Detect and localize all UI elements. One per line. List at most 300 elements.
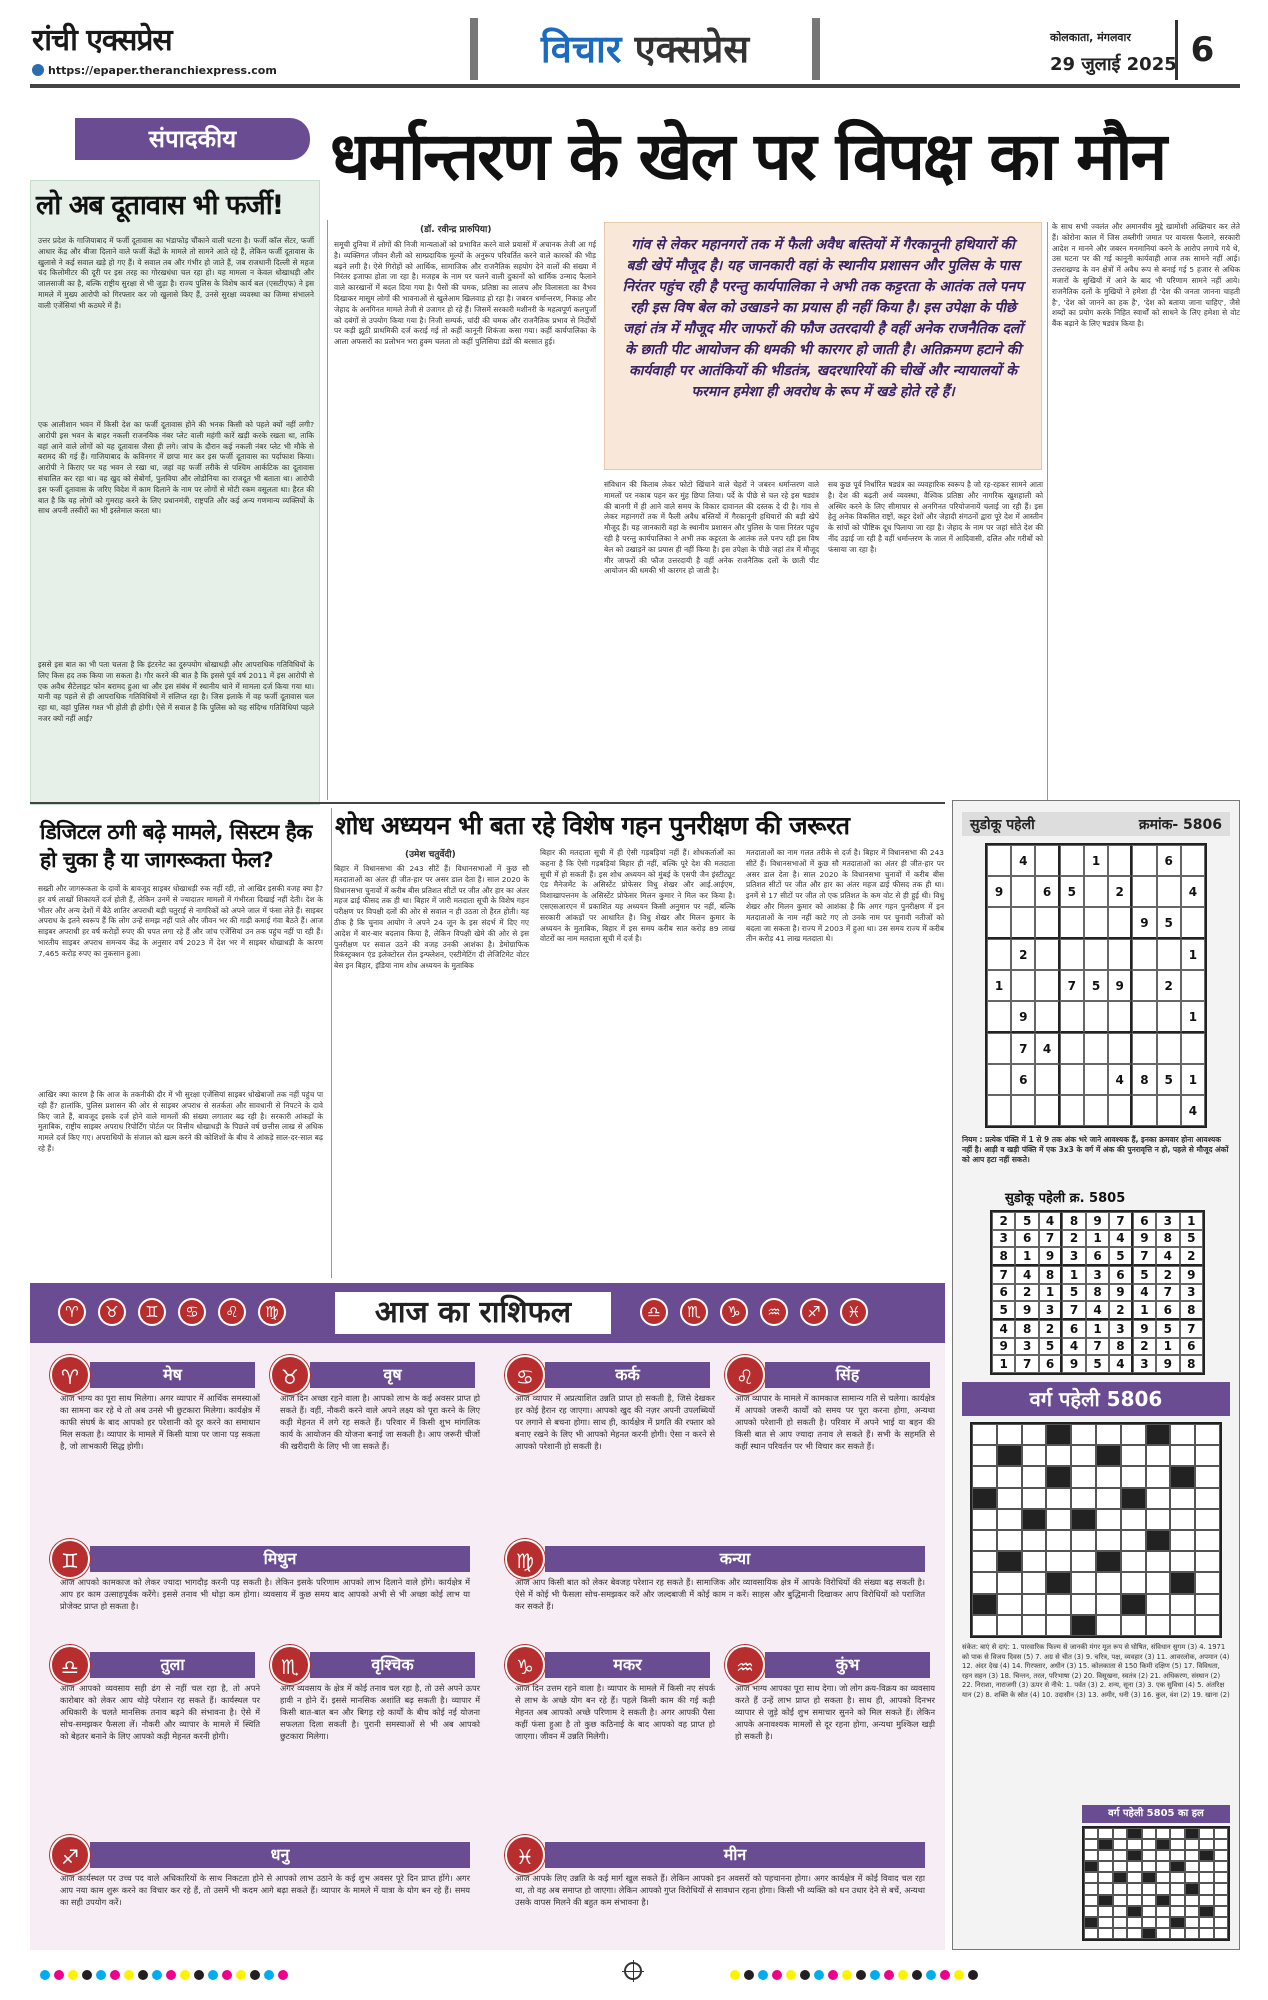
grid-cell[interactable] — [987, 1033, 1011, 1064]
sudoku-grid[interactable] — [985, 843, 1207, 1128]
grid-cell: 9 — [1086, 1212, 1109, 1230]
crossword-cell — [1142, 1872, 1156, 1883]
crossword-cell[interactable] — [1096, 1509, 1121, 1530]
crossword-cell[interactable] — [1146, 1424, 1171, 1445]
crossword-cell[interactable] — [1096, 1466, 1121, 1487]
sudoku-rules: नियम : प्रत्येक पंक्ति में 1 से 9 तक अंक भरे जाने आवश्यक हैं, इनका क्रमवार होना आवश्यक नहीं है। आड़ी व खड़ी पंक्ति में एक 3x3 के वर्ग में अंक की पुनरावृत्ति न हो, पहले से मौजूद अंकों को आप हटा नहीं सकते। — [962, 1135, 1229, 1164]
epaper-url-text: https://epaper.theranchiexpress.com — [48, 64, 277, 77]
crossword-cell[interactable] — [972, 1530, 997, 1551]
crossword-cell[interactable] — [1022, 1509, 1047, 1530]
rashi-name-bar: कन्या — [545, 1546, 925, 1572]
grid-cell[interactable] — [1084, 939, 1108, 970]
registration-dot — [968, 1970, 978, 1980]
crossword-cell — [1127, 1850, 1141, 1861]
crossword-cell[interactable] — [1170, 1445, 1195, 1466]
crossword-cell[interactable] — [1121, 1466, 1146, 1487]
crossword-cell[interactable] — [1146, 1615, 1171, 1636]
rashi-name-bar: कर्क — [545, 1362, 710, 1388]
grid-cell[interactable]: 9 — [1132, 907, 1156, 939]
crossword-cell[interactable] — [1146, 1594, 1171, 1615]
grid-cell: 4 — [992, 1320, 1015, 1338]
sagittarius-icon: ♐ — [50, 1835, 90, 1875]
newspaper-logo: रांची एक्सप्रेस — [32, 23, 172, 58]
grid-cell[interactable]: 1 — [1181, 1001, 1205, 1033]
crossword-cell[interactable] — [1096, 1615, 1121, 1636]
grid-cell[interactable]: 7 — [1011, 1033, 1035, 1064]
grid-cell: 6 — [1015, 1230, 1038, 1248]
crossword-cell[interactable] — [997, 1551, 1022, 1572]
crossword-cell — [1142, 1895, 1156, 1906]
grid-cell[interactable]: 4 — [1181, 876, 1205, 907]
pisces-icon: ♓ — [505, 1835, 545, 1875]
grid-cell[interactable] — [1132, 876, 1156, 907]
crossword-cell — [1084, 1917, 1098, 1928]
registration-dot — [786, 1970, 796, 1980]
crossword-cell[interactable] — [1170, 1466, 1195, 1487]
grid-cell[interactable] — [1084, 907, 1108, 939]
crossword-cell — [1199, 1872, 1213, 1883]
grid-cell[interactable] — [1011, 907, 1035, 939]
crossword-cell — [1214, 1928, 1228, 1939]
crossword-cell — [1185, 1861, 1199, 1872]
grid-cell[interactable]: 6 — [1035, 876, 1059, 907]
grid-cell: 9 — [1156, 1355, 1179, 1373]
grid-cell: 2 — [1180, 1247, 1203, 1266]
registration-dot — [166, 1970, 176, 1980]
registration-dot — [278, 1970, 288, 1980]
crossword-cell[interactable] — [1195, 1445, 1220, 1466]
grid-cell[interactable] — [1084, 1033, 1108, 1064]
crossword-cell[interactable] — [1022, 1572, 1047, 1593]
grid-cell[interactable] — [1060, 1064, 1084, 1095]
shodh-article-title: शोध अध्ययन भी बता रहे विशेष गहन पुनरीक्षण की जरूरत — [335, 811, 850, 840]
crossword-cell — [1214, 1917, 1228, 1928]
grid-cell[interactable] — [1060, 1033, 1084, 1064]
column-divider — [331, 808, 332, 1278]
editorial-label: संपादकीय — [75, 118, 310, 160]
rashi-prediction-text: आज व्यापार के मामले में कामकाज सामान्य गति से चलेगा। कार्यक्षेत्र में आपको जरूरी कार्यों को समय पर पूरा करना होगा, अन्यथा आपको परेशानी हो सकती है। परिवार में अपने भाई या बहन की किसी बात से आप ज्यादा तनाव ले सकते हैं। सभी के सहमति से कहीं स्थान परिवर्तन पर भी विचार कर सकते हैं। — [735, 1393, 935, 1451]
grid-cell[interactable] — [1035, 1095, 1059, 1126]
crossword-cell[interactable] — [1096, 1594, 1121, 1615]
crossword-cell — [1199, 1861, 1213, 1872]
crossword-cell[interactable] — [1071, 1530, 1096, 1551]
crossword-cell — [1098, 1828, 1112, 1839]
crossword-cell[interactable] — [1046, 1530, 1071, 1551]
crossword-cell[interactable] — [1121, 1509, 1146, 1530]
crossword-cell[interactable] — [1046, 1594, 1071, 1615]
grid-cell[interactable] — [1035, 970, 1059, 1001]
registration-dot — [828, 1970, 838, 1980]
crossword-cell[interactable] — [1022, 1488, 1047, 1509]
grid-cell[interactable] — [1132, 970, 1156, 1001]
grid-cell[interactable]: 9 — [1108, 970, 1132, 1001]
grid-cell[interactable] — [1084, 1064, 1108, 1095]
crossword-cell[interactable] — [997, 1594, 1022, 1615]
grid-cell: 8 — [1086, 1284, 1109, 1302]
rashi-name-bar: मिथुन — [90, 1546, 470, 1572]
crossword-cell[interactable] — [1046, 1615, 1071, 1636]
crossword-cell — [1084, 1872, 1098, 1883]
capricorn-icon: ♑ — [505, 1645, 545, 1685]
grid-cell[interactable] — [1035, 1064, 1059, 1095]
rashi-prediction-text: आज भाग्य का पूरा साथ मिलेगा। अगर व्यापार में आर्थिक समस्याओं का सामना कर रहे थे तो अब उनसे भी छुटकारा मिलेगा। कार्यक्षेत्र में काफी संघर्ष के बाद आपको हर परेशानी को दूर करने का समाधान मिल सकता है। व्यापार के मामले में किसी यात्रा पर जाना पड़ सकता है, जो लाभकारी सिद्ध होगी। — [60, 1393, 260, 1451]
crossword-cell[interactable] — [1022, 1424, 1047, 1445]
crossword-cell[interactable] — [1146, 1509, 1171, 1530]
crossword-cell[interactable] — [1121, 1488, 1146, 1509]
grid-cell[interactable] — [1132, 939, 1156, 970]
grid-cell: 1 — [1086, 1230, 1109, 1248]
crossword-cell[interactable] — [1195, 1594, 1220, 1615]
rashi-prediction-text: आज दिन उत्तम रहने वाला है। व्यापार के मामले में किसी नए संपर्क से लाभ के अच्छे योग बन रहे हैं। पहले किसी काम की गई कड़ी मेहनत अब आपको अच्छे परिणाम दे सकती है। अगर आपकी पैसा कहीं फंसा हुआ है तो कुछ कठिनाई के बाद आपको वह प्राप्त हो जाएगा। जीवन में उन्नति मिलेगी। — [515, 1683, 715, 1741]
grid-cell[interactable] — [1035, 1001, 1059, 1033]
crossword-cell — [1199, 1906, 1213, 1917]
grid-cell[interactable] — [1108, 1001, 1132, 1033]
crossword-cell[interactable] — [1046, 1466, 1071, 1487]
rashi-name-bar: वृष — [310, 1362, 475, 1388]
crossword-cell[interactable] — [1195, 1488, 1220, 1509]
crossword-cell — [1127, 1872, 1141, 1883]
crossword-cell[interactable] — [1195, 1551, 1220, 1572]
crossword-grid[interactable] — [970, 1422, 1222, 1638]
grid-cell[interactable] — [1108, 1095, 1132, 1126]
crossword-cell[interactable] — [1046, 1551, 1071, 1572]
grid-cell: 7 — [992, 1266, 1015, 1284]
registration-dot — [744, 1970, 754, 1980]
crossword-cell[interactable] — [1121, 1615, 1146, 1636]
crossword-cell[interactable] — [1195, 1424, 1220, 1445]
grid-cell[interactable] — [1011, 970, 1035, 1001]
crossword-cell[interactable] — [1096, 1572, 1121, 1593]
crossword-cell[interactable] — [1170, 1424, 1195, 1445]
grid-cell[interactable] — [987, 1064, 1011, 1095]
crossword-cell[interactable] — [997, 1488, 1022, 1509]
crossword-cell[interactable] — [1071, 1424, 1096, 1445]
grid-cell[interactable] — [1108, 939, 1132, 970]
crossword-title: वर्ग पहेली 5806 — [962, 1382, 1230, 1416]
crossword-cell — [1113, 1828, 1127, 1839]
grid-cell[interactable] — [1157, 1033, 1181, 1064]
crossword-cell[interactable] — [1146, 1445, 1171, 1466]
grid-cell[interactable] — [1157, 939, 1181, 970]
crossword-cell — [1098, 1917, 1112, 1928]
crossword-cell[interactable] — [1146, 1572, 1171, 1593]
crossword-cell[interactable] — [1121, 1594, 1146, 1615]
grid-cell[interactable]: 9 — [1011, 1001, 1035, 1033]
scorpio-icon: ♏ — [680, 1298, 708, 1326]
grid-cell: 7 — [1015, 1355, 1038, 1373]
grid-cell[interactable] — [1060, 1001, 1084, 1033]
grid-cell[interactable] — [1132, 845, 1156, 876]
crossword-cell[interactable] — [972, 1572, 997, 1593]
grid-cell[interactable] — [1157, 1095, 1181, 1126]
grid-cell[interactable]: 8 — [1132, 1064, 1156, 1095]
crossword-cell — [1156, 1906, 1170, 1917]
grid-cell[interactable]: 2 — [1157, 970, 1181, 1001]
crossword-cell[interactable] — [1071, 1551, 1096, 1572]
grid-cell[interactable] — [987, 1095, 1011, 1126]
grid-cell[interactable] — [1108, 907, 1132, 939]
grid-cell[interactable] — [1132, 1001, 1156, 1033]
pull-quote-box: गांव से लेकर महानगरों तक में फैली अवैध बस्तियों में गैरकानूनी हथियारों की बडी खेपें मौजूद है। यह जानकारी वहां के स्थानीय प्रशासन और पुलिस के पास निरंतर पहुंच रही है परन्तु कार्यपालिका ने अभी तक कट्टरता के आतंक तले पनप रही इस विष बेल को उखाडने का प्रयास ही नहीं किया है। इस उपेक्षा के पीछे जहां तंत्र में मौजूद मीर जाफरों की फौज उतरदायी है वहीं अनेक राजनैतिक दलों के छाती पीट आयोजन की धमकी भी कारगर हो जाती है। अतिक्रमण हटाने की कार्यवाही पर आतंकियों की भीडतंत्र, खदरधारियों की चीखें और न्यायालयों के फरमान हमेशा ही अवरोध के रूप में खडे होते रहे हैं। — [604, 222, 1042, 470]
grid-cell[interactable]: 7 — [1060, 970, 1084, 1001]
crossword-cell — [1156, 1872, 1170, 1883]
main-article-col4: के साथ सभी ज्वलंत और अमानवीय मुद्दे खामोशी अख्तियार कर लेते हैं। कोरोना काल में जिस तब्लीगी जमात पर वायरस फैलाने, सरकारी आदेश न मानने और जबरन मनमानियां करने के आरोप लगाये गये थे, उस घटना पर की गई कानूनी कार्यवाही आज तक सामने नहीं आई। उत्तराखण्ड के वन क्षेत्रों में अवैध रूप से बनाई गई 5 हजार से अधिक मजारों के सुखियों में आने के बाद भी परिणाम सामने नहीं आये। राजनैतिक दलों के मुखियों ने हमेशा ही 'देश की जनता जानना चाहती है', 'देश को जानने का हक है', 'देश को बताया जाना चाहिए', जैसे शब्दों का प्रयोग करके निहित स्वार्थों को साधने के लिए हमेशा से वोट बैंक बढ़ाने के लिए षड्यंत्र किया है। — [1052, 222, 1240, 329]
crossword-cell[interactable] — [1022, 1466, 1047, 1487]
crossword-cell[interactable] — [1170, 1572, 1195, 1593]
grid-cell: 7 — [1133, 1247, 1156, 1266]
left-editorial-para2: एक आलीशान भवन में किसी देश का फर्जी दूतावास होने की भनक किसी को पहले क्यों नहीं लगी? आरोपी इस भवन के बाहर नकली राजनयिक नंबर प्लेट वाली महंगी कारें खड़ी करके रखता था, ताकि वहां आने वाले लोगों को यह दूतावास जैसा ही लगे। जांच के दौरान कई नकली नंबर प्लेट भी मौके से बरामद की गई हैं। गाजियाबाद के कविनगर में छापा मार कर इस फर्जी दूतावास का पर्दाफाश किया। आरोपी ने किराए पर यह भवन ले रखा था, जहां वह फर्जी तरीके से पश्चिम आर्कटिक का दूतावास संचालित कर रहा था। वह खुद को सेबोर्गा, पुलविया और लोडोनिया का राजदूत भी बताता था। आरोपी इस फर्जी दूतावास के जरिए विदेश में काम दिलाने के नाम पर लोगों से मोटी रकम वसूलता था। हैरत की बात है कि यह लोगों को गुमराह करने के लिए प्रधानमंत्री, राष्ट्रपति और कई अन्य गणमान्य व्यक्तियों के साथ अपनी तस्वीरों का भी इस्तेमाल करता था। — [38, 420, 314, 516]
crossword-cell — [1185, 1928, 1199, 1939]
grid-cell[interactable] — [987, 845, 1011, 876]
crossword-cell — [1127, 1883, 1141, 1894]
crossword-cell[interactable] — [1096, 1445, 1121, 1466]
grid-cell[interactable] — [1035, 939, 1059, 970]
grid-cell[interactable]: 1 — [1181, 939, 1205, 970]
grid-cell[interactable] — [1108, 845, 1132, 876]
crossword-cell[interactable] — [1121, 1424, 1146, 1445]
grid-cell[interactable] — [1060, 845, 1084, 876]
grid-cell[interactable] — [1035, 907, 1059, 939]
crossword-cell[interactable] — [997, 1424, 1022, 1445]
grid-cell[interactable] — [1181, 907, 1205, 939]
registration-dot — [884, 1970, 894, 1980]
aquarius-icon: ♒ — [760, 1298, 788, 1326]
grid-cell: 9 — [1133, 1320, 1156, 1338]
crossword-cell[interactable] — [972, 1424, 997, 1445]
grid-cell[interactable]: 6 — [1011, 1064, 1035, 1095]
grid-cell[interactable] — [1181, 970, 1205, 1001]
grid-cell[interactable] — [1084, 876, 1108, 907]
crossword-cell[interactable] — [1046, 1424, 1071, 1445]
registration-dot — [264, 1970, 274, 1980]
grid-cell: 7 — [1086, 1338, 1109, 1356]
grid-cell[interactable]: 2 — [1108, 876, 1132, 907]
grid-cell[interactable] — [987, 907, 1011, 939]
crossword-cell[interactable] — [997, 1509, 1022, 1530]
crossword-cell[interactable] — [1146, 1466, 1171, 1487]
crossword-cell — [1185, 1895, 1199, 1906]
grid-cell[interactable] — [987, 939, 1011, 970]
crossword-cell[interactable] — [1071, 1488, 1096, 1509]
grid-cell[interactable] — [1157, 1001, 1181, 1033]
grid-cell[interactable] — [1060, 1095, 1084, 1126]
crossword-cell[interactable] — [1071, 1615, 1096, 1636]
crossword-cell[interactable] — [1071, 1466, 1096, 1487]
grid-cell[interactable] — [1084, 1095, 1108, 1126]
grid-cell[interactable] — [1157, 876, 1181, 907]
crossword-cell — [1098, 1906, 1112, 1917]
crossword-cell[interactable] — [1170, 1509, 1195, 1530]
crossword-cell — [1098, 1895, 1112, 1906]
grid-cell: 4 — [1156, 1247, 1179, 1266]
grid-cell[interactable]: 6 — [1157, 845, 1181, 876]
capricorn-icon: ♑ — [720, 1298, 748, 1326]
crossword-cell — [1185, 1883, 1199, 1894]
registration-dot — [110, 1970, 120, 1980]
grid-cell[interactable]: 1 — [987, 970, 1011, 1001]
grid-cell: 4 — [1062, 1338, 1085, 1356]
crossword-cell[interactable] — [1170, 1530, 1195, 1551]
crossword-cell — [1156, 1917, 1170, 1928]
scorpio-icon: ♏ — [270, 1645, 310, 1685]
crossword-cell — [1199, 1895, 1213, 1906]
crossword-cell — [1098, 1850, 1112, 1861]
grid-cell[interactable] — [1060, 907, 1084, 939]
crossword-cell[interactable] — [997, 1466, 1022, 1487]
grid-cell: 5 — [1086, 1355, 1109, 1373]
left-editorial-para1: उत्तर प्रदेश के गाजियाबाद में फर्जी दूतावास का भंडाफोड़ चौंकाने वाली घटना है। फर्जी कॉल सेंटर, फर्जी आधार केंद्र और बीजा दिलाने वाले फर्जी केंद्रों के मामले तो सामने आते रहे हैं, लेकिन फर्जी दूतावास के खुलासे ने कई सवाल खड़े हो गए हैं। ये सवाल तब और गंभीर हो जाते हैं, जब राजधानी दिल्ली से महज चंद किलोमीटर की दूरी पर इस तरह का गोरखधंधा चल रहा हो। यह मामला न केवल धोखाधड़ी और जालसाजी का है, बल्कि राष्ट्रीय सुरक्षा से भी जुड़ा है। राज्य पुलिस के विशेष कार्य बल (एसटीएफ) ने इस मामले में मुख्य आरोपी को गिरफ्तार कर जो खुलासे किए हैं, उनसे सुरक्षा व्यवस्था का जिम्मा संभालने वाली एजेंसियां भी कठघरे में हैं। — [38, 236, 314, 310]
crossword-cell[interactable] — [1146, 1551, 1171, 1572]
crossword-cell — [1156, 1850, 1170, 1861]
crossword-cell[interactable] — [997, 1572, 1022, 1593]
crossword-cell[interactable] — [1170, 1488, 1195, 1509]
crossword-cell[interactable] — [1195, 1615, 1220, 1636]
crossword-cell — [1127, 1839, 1141, 1850]
crossword-cell[interactable] — [1195, 1509, 1220, 1530]
grid-cell[interactable] — [1132, 1033, 1156, 1064]
crossword-cell — [1098, 1928, 1112, 1939]
grid-cell[interactable] — [1011, 1095, 1035, 1126]
crossword-clues: संकेत: बाएं से दाएं: 1. पारवारिक फिल्म से जानकी मंगर मूल रूप से घोषित, संविधान सुगम (3) 4. 1971 को पाक से विजय दिवस (5) 7. अग्र से चीत (3) 9. चरित्र, पक्ष, व्यवहार (3) 11. आवरलोक, अपमान (4) 12. अंदर देख (4) 14. गिरफ्तार, अधीन (3) 15. कोलकाता से 150 किमी दक्षिण (5) 17. विविधता, रहन सहन (3) 18. चिन्तन, तरल, परिभाषा (2) 20. विसूखना, स्वतंत्र (2) 21. अधिकरण, संस्थान (2) 22. निराशा, नाराजगी (3) ऊपर से नीचे: 1. पर्वत (3) 2. शन्य, सूना (3) 3. एक सुविधा (4) 5. अंतरिक्ष यान (2) 8. शक्ति के स्रोत (4) 10. उदासीन (3) 13. अमीर, धनी (3) 16. कुल, वंश (2) 19. खाना (2) — [962, 1643, 1230, 1699]
crossword-cell[interactable] — [1195, 1530, 1220, 1551]
crossword-cell[interactable] — [1096, 1488, 1121, 1509]
crossword-cell — [1185, 1917, 1199, 1928]
header-rule — [30, 84, 1240, 88]
shodh-article-col1: बिहार में विधानसभा की 243 सीटें हैं। विधानसभाओं में कुछ सौ मतदाताओं का अंतर ही जीत-हार पर असर डाल देता है। साल 2020 के विधानसभा चुनावों में करीब बीस प्रतिशत सीटों पर जीत और हार का अंतर महज ढाई फीसद तक ही था। बिहार में जारी मतदाता सूची के विशेष गहन परीक्षण पर विपक्षी दलों की ओर से सवाल न ही उठता तो हैरत होती। यह ठीक है कि चुनाव आयोग ने अपने 24 जून के इस संदर्भ में दिए गए आदेश में बार-बार बदलाव किया है, लेकिन विपक्षी खेमे की ओर से इस पुनरीक्षण पर सवाल उठने की वजह उनकी आशंका है। डेमोग्राफिक रिकंस्ट्रक्शन एंड इलेक्टोरल रोल इन्फ्लेशन, एस्टीमेटिंग दी लेजिटिमेट वोटर बेस इन बिहार, इंडिया नाम शोध अध्ययन के मुताबिक — [334, 864, 529, 971]
grid-cell[interactable]: 1 — [1084, 845, 1108, 876]
crossword-cell — [1214, 1839, 1228, 1850]
grid-cell: 2 — [1062, 1230, 1085, 1248]
crossword-cell — [1199, 1928, 1213, 1939]
crossword-cell[interactable] — [1046, 1445, 1071, 1466]
crossword-cell[interactable] — [1096, 1424, 1121, 1445]
grid-cell[interactable] — [1011, 876, 1035, 907]
crossword-cell[interactable] — [1195, 1466, 1220, 1487]
grid-cell[interactable]: 2 — [1011, 939, 1035, 970]
crossword-cell[interactable] — [1071, 1445, 1096, 1466]
issue-date: 29 जुलाई 2025 — [1050, 54, 1177, 75]
crossword-cell[interactable] — [1170, 1551, 1195, 1572]
crossword-cell[interactable] — [1022, 1551, 1047, 1572]
crossword-cell[interactable] — [972, 1594, 997, 1615]
registration-dot — [124, 1970, 134, 1980]
grid-cell[interactable]: 5 — [1060, 876, 1084, 907]
grid-cell[interactable] — [1181, 1033, 1205, 1064]
grid-cell: 3 — [1180, 1284, 1203, 1302]
crossword-cell[interactable] — [1121, 1530, 1146, 1551]
crossword-cell[interactable] — [1146, 1488, 1171, 1509]
grid-cell: 3 — [1156, 1212, 1179, 1230]
column-divider — [1047, 222, 1048, 800]
grid-cell: 6 — [1062, 1320, 1085, 1338]
grid-cell[interactable] — [1181, 845, 1205, 876]
crossword-cell[interactable] — [1022, 1615, 1047, 1636]
grid-cell[interactable]: 4 — [1035, 1033, 1059, 1064]
crossword-cell — [1156, 1839, 1170, 1850]
registration-dot — [856, 1970, 866, 1980]
rashi-name-bar: मीन — [545, 1842, 925, 1868]
crossword-cell[interactable] — [1170, 1615, 1195, 1636]
crossword-cell[interactable] — [1071, 1594, 1096, 1615]
registration-dot — [870, 1970, 880, 1980]
crossword-cell[interactable] — [1096, 1530, 1121, 1551]
crossword-cell[interactable] — [997, 1445, 1022, 1466]
crossword-cell[interactable] — [1096, 1551, 1121, 1572]
grid-cell[interactable]: 4 — [1181, 1095, 1205, 1126]
crossword-cell[interactable] — [1121, 1551, 1146, 1572]
grid-cell: 1 — [1086, 1320, 1109, 1338]
sudoku-header — [962, 812, 1230, 836]
left-editorial-title: लो अब दूतावास भी फर्जी! — [36, 190, 284, 221]
grid-cell[interactable]: 9 — [987, 876, 1011, 907]
grid-cell: 2 — [992, 1212, 1015, 1230]
crossword-cell[interactable] — [1195, 1572, 1220, 1593]
grid-cell: 1 — [1039, 1284, 1062, 1302]
crossword-cell — [1142, 1839, 1156, 1850]
grid-cell[interactable] — [1108, 1033, 1132, 1064]
grid-cell[interactable] — [1060, 939, 1084, 970]
grid-cell: 2 — [1039, 1320, 1062, 1338]
crossword-cell[interactable] — [972, 1445, 997, 1466]
grid-cell[interactable]: 5 — [1157, 907, 1181, 939]
crossword-cell[interactable] — [972, 1488, 997, 1509]
crossword-cell — [1084, 1895, 1098, 1906]
grid-cell[interactable]: 1 — [1181, 1064, 1205, 1095]
crossword-cell[interactable] — [1170, 1594, 1195, 1615]
crossword-cell[interactable] — [972, 1466, 997, 1487]
crossword-cell[interactable] — [1022, 1530, 1047, 1551]
crossword-cell[interactable] — [997, 1530, 1022, 1551]
registration-dot — [54, 1970, 64, 1980]
crossword-cell[interactable] — [1121, 1572, 1146, 1593]
crossword-cell[interactable] — [972, 1509, 997, 1530]
crossword-cell[interactable] — [972, 1615, 997, 1636]
crossword-cell[interactable] — [1046, 1488, 1071, 1509]
crossword-cell[interactable] — [1022, 1445, 1047, 1466]
grid-cell[interactable]: 4 — [1108, 1064, 1132, 1095]
grid-cell[interactable] — [1035, 845, 1059, 876]
grid-cell[interactable] — [1132, 1095, 1156, 1126]
crossword-cell[interactable] — [997, 1615, 1022, 1636]
crossword-cell[interactable] — [1071, 1509, 1096, 1530]
epaper-url[interactable] — [32, 64, 277, 77]
crossword-cell[interactable] — [1046, 1509, 1071, 1530]
grid-cell[interactable]: 5 — [1157, 1064, 1181, 1095]
crossword-cell[interactable] — [1071, 1572, 1096, 1593]
crossword-cell[interactable] — [1046, 1572, 1071, 1593]
crossword-cell — [1127, 1917, 1141, 1928]
grid-cell: 4 — [1109, 1355, 1132, 1373]
grid-cell[interactable]: 5 — [1084, 970, 1108, 1001]
registration-mark-icon — [624, 1962, 642, 1980]
grid-cell: 7 — [1180, 1320, 1203, 1338]
column-divider — [327, 220, 328, 800]
grid-cell: 2 — [1133, 1338, 1156, 1356]
grid-cell[interactable]: 4 — [1011, 845, 1035, 876]
crossword-cell[interactable] — [1022, 1594, 1047, 1615]
grid-cell[interactable] — [1084, 1001, 1108, 1033]
crossword-cell — [1113, 1839, 1127, 1850]
digital-article-title: डिजिटल ठगी बढ़े मामले, सिस्टम हैक हो चुका है या जागरूकता फेल? — [40, 820, 312, 872]
rashi-prediction-text: आज आपके लिए उन्नति के कई मार्ग खुल सकते हैं। लेकिन आपको इन अवसरों को पहचानना होगा। अगर कार्यक्षेत्र में कोई विवाद चल रहा था, तो वह अब समाप्त हो जाएगा। लेकिन आपको गुप्त विरोधियों से सावधान रहना होगा। किसी भी व्यक्ति को धन उधार देने से बचें, अन्यथा उसके वापस मिलने की बहुत कम संभावना है। — [515, 1873, 925, 1907]
crossword-cell[interactable] — [1121, 1445, 1146, 1466]
grid-cell: 5 — [1039, 1338, 1062, 1356]
grid-cell: 2 — [1109, 1301, 1132, 1320]
crossword-cell[interactable] — [1146, 1530, 1171, 1551]
grid-cell[interactable] — [987, 1001, 1011, 1033]
registration-dot — [758, 1970, 768, 1980]
crossword-cell[interactable] — [972, 1551, 997, 1572]
